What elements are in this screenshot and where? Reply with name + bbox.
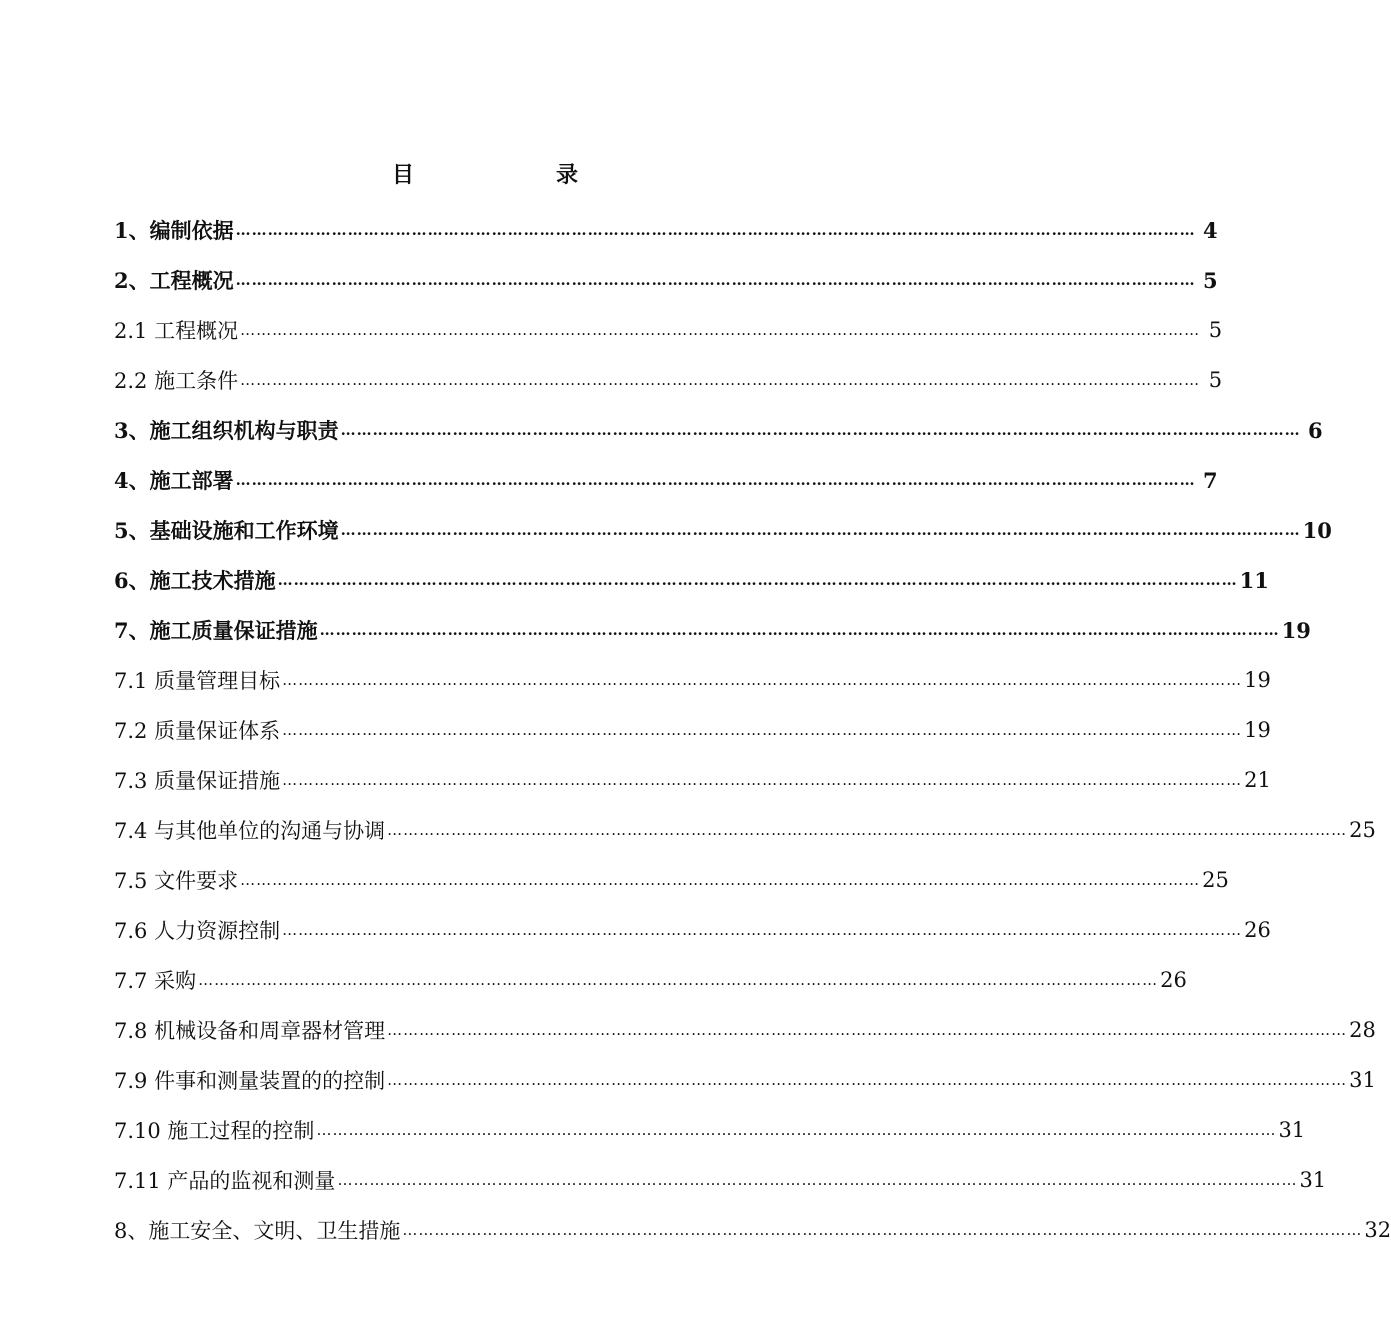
toc-entry-label: 7.8 机械设备和周章器材管理 [114, 1019, 386, 1043]
toc-entry-label: 7.9 件事和测量装置的的控制 [114, 1069, 386, 1093]
toc-leader-dots: ……………………………………………………………………………………………………………………………………………………………… [387, 821, 1348, 839]
toc-title-left: 目 [392, 162, 415, 188]
toc-entry[interactable] [114, 455, 1218, 505]
toc-entry[interactable] [114, 655, 1271, 705]
toc-leader-dots: ……………………………………………………………………………………………………………………………………………………………… [387, 1071, 1348, 1089]
toc-entry-page: 10 [1302, 517, 1332, 543]
toc-entry-page: 25 [1202, 868, 1229, 892]
toc-entry-label: 7.3 质量保证措施 [114, 769, 281, 793]
toc-leader-dots: ……………………………………………………………………………………………………………………………………………………………… [235, 271, 1196, 289]
toc-entry-label: 7.7 采购 [114, 969, 197, 993]
toc-entry-page: 11 [1239, 567, 1269, 593]
toc-leader-dots: ……………………………………………………………………………………………………………………………………………………………… [240, 321, 1201, 339]
toc-entry[interactable] [114, 605, 1311, 655]
toc-leader-dots: ……………………………………………………………………………………………………………………………………………………………… [282, 921, 1243, 939]
toc-entry-label: 7.5 文件要求 [114, 869, 239, 893]
toc-entry[interactable] [114, 255, 1218, 305]
toc-entry[interactable] [114, 1205, 1391, 1255]
toc-entry-label: 7.1 质量管理目标 [114, 669, 281, 693]
toc-entry[interactable] [114, 1005, 1376, 1055]
toc-leader-dots: ……………………………………………………………………………………………………………………………………………………………… [277, 571, 1238, 589]
toc-entry-label: 8、施工安全、文明、卫生措施 [114, 1219, 401, 1243]
toc-entry-label: 2、工程概况 [114, 268, 234, 293]
toc-leader-dots: ……………………………………………………………………………………………………………………………………………………………… [240, 371, 1201, 389]
toc-leader-dots: ……………………………………………………………………………………………………………………………………………………………… [282, 671, 1243, 689]
toc-entry-page: 5 [1208, 318, 1223, 342]
toc-entry-page: 31 [1278, 1118, 1306, 1142]
toc-entry[interactable] [114, 205, 1218, 255]
toc-entry-page: 19 [1244, 718, 1271, 742]
toc-entry-page: 21 [1244, 768, 1271, 792]
toc-entry[interactable] [114, 405, 1323, 455]
toc-leader-dots: ……………………………………………………………………………………………………………………………………………………………… [198, 971, 1159, 989]
toc-entry-page: 5 [1208, 368, 1223, 392]
toc-entry-label: 6、施工技术措施 [114, 568, 276, 593]
toc-entry-page: 25 [1349, 818, 1376, 842]
toc-entry[interactable] [114, 1155, 1327, 1205]
toc-title [0, 158, 950, 194]
toc-leader-dots: ……………………………………………………………………………………………………………………………………………………………… [316, 1121, 1277, 1139]
toc-leader-dots: ……………………………………………………………………………………………………………………………………………………………… [240, 871, 1201, 889]
toc-entry[interactable] [114, 705, 1271, 755]
toc-leader-dots: ……………………………………………………………………………………………………………………………………………………………… [387, 1021, 1348, 1039]
toc-entry-page: 32 [1364, 1218, 1391, 1242]
toc-entry[interactable] [114, 1055, 1376, 1105]
toc-entry[interactable] [114, 955, 1187, 1005]
toc-leader-dots: ……………………………………………………………………………………………………………………………………………………………… [319, 621, 1280, 639]
toc-leader-dots: ……………………………………………………………………………………………………………………………………………………………… [282, 721, 1243, 739]
toc-leader-dots: ……………………………………………………………………………………………………………………………………………………………… [402, 1221, 1363, 1239]
toc-entry[interactable] [114, 755, 1271, 805]
toc-entry[interactable] [114, 1105, 1306, 1155]
toc-entry-page: 31 [1349, 1068, 1376, 1092]
toc-entry-page: 31 [1299, 1168, 1327, 1192]
toc-entry-page: 6 [1308, 417, 1323, 443]
toc-entry-page: 28 [1349, 1018, 1376, 1042]
toc-entry-label: 3、施工组织机构与职责 [114, 418, 339, 443]
toc-leader-dots: ……………………………………………………………………………………………………………………………………………………………… [282, 771, 1243, 789]
toc-entry[interactable] [114, 505, 1332, 555]
toc-entry-label: 7.2 质量保证体系 [114, 719, 281, 743]
table-of-contents [114, 205, 1391, 1255]
toc-entry-label: 2.1 工程概况 [114, 319, 239, 343]
toc-entry-label: 4、施工部署 [114, 468, 234, 493]
toc-entry-page: 5 [1203, 267, 1218, 293]
toc-title-right: 录 [556, 162, 579, 188]
toc-entry-page: 26 [1160, 968, 1187, 992]
toc-entry[interactable] [114, 905, 1271, 955]
toc-entry-label: 1、编制依据 [114, 218, 234, 243]
toc-entry[interactable] [114, 305, 1223, 355]
toc-entry-page: 26 [1244, 918, 1271, 942]
toc-leader-dots: ……………………………………………………………………………………………………………………………………………………………… [235, 221, 1196, 239]
toc-entry[interactable] [114, 555, 1269, 605]
toc-leader-dots: ……………………………………………………………………………………………………………………………………………………………… [235, 471, 1196, 489]
toc-entry-page: 19 [1281, 617, 1311, 643]
toc-entry-label: 7.6 人力资源控制 [114, 919, 281, 943]
toc-entry[interactable] [114, 805, 1376, 855]
toc-entry-page: 4 [1203, 217, 1218, 243]
toc-leader-dots: ……………………………………………………………………………………………………………………………………………………………… [337, 1171, 1298, 1189]
toc-entry[interactable] [114, 355, 1223, 405]
toc-entry-page: 7 [1203, 467, 1218, 493]
toc-leader-dots: ……………………………………………………………………………………………………………………………………………………………… [340, 421, 1301, 439]
toc-entry[interactable] [114, 855, 1229, 905]
toc-entry-label: 7.10 施工过程的控制 [114, 1119, 315, 1143]
toc-leader-dots: ……………………………………………………………………………………………………………………………………………………………… [340, 521, 1301, 539]
toc-entry-label: 7.4 与其他单位的沟通与协调 [114, 819, 386, 843]
toc-entry-page: 19 [1244, 668, 1271, 692]
toc-entry-label: 2.2 施工条件 [114, 369, 239, 393]
toc-entry-label: 5、基础设施和工作环境 [114, 518, 339, 543]
toc-entry-label: 7、施工质量保证措施 [114, 618, 318, 643]
toc-entry-label: 7.11 产品的监视和测量 [114, 1169, 336, 1193]
